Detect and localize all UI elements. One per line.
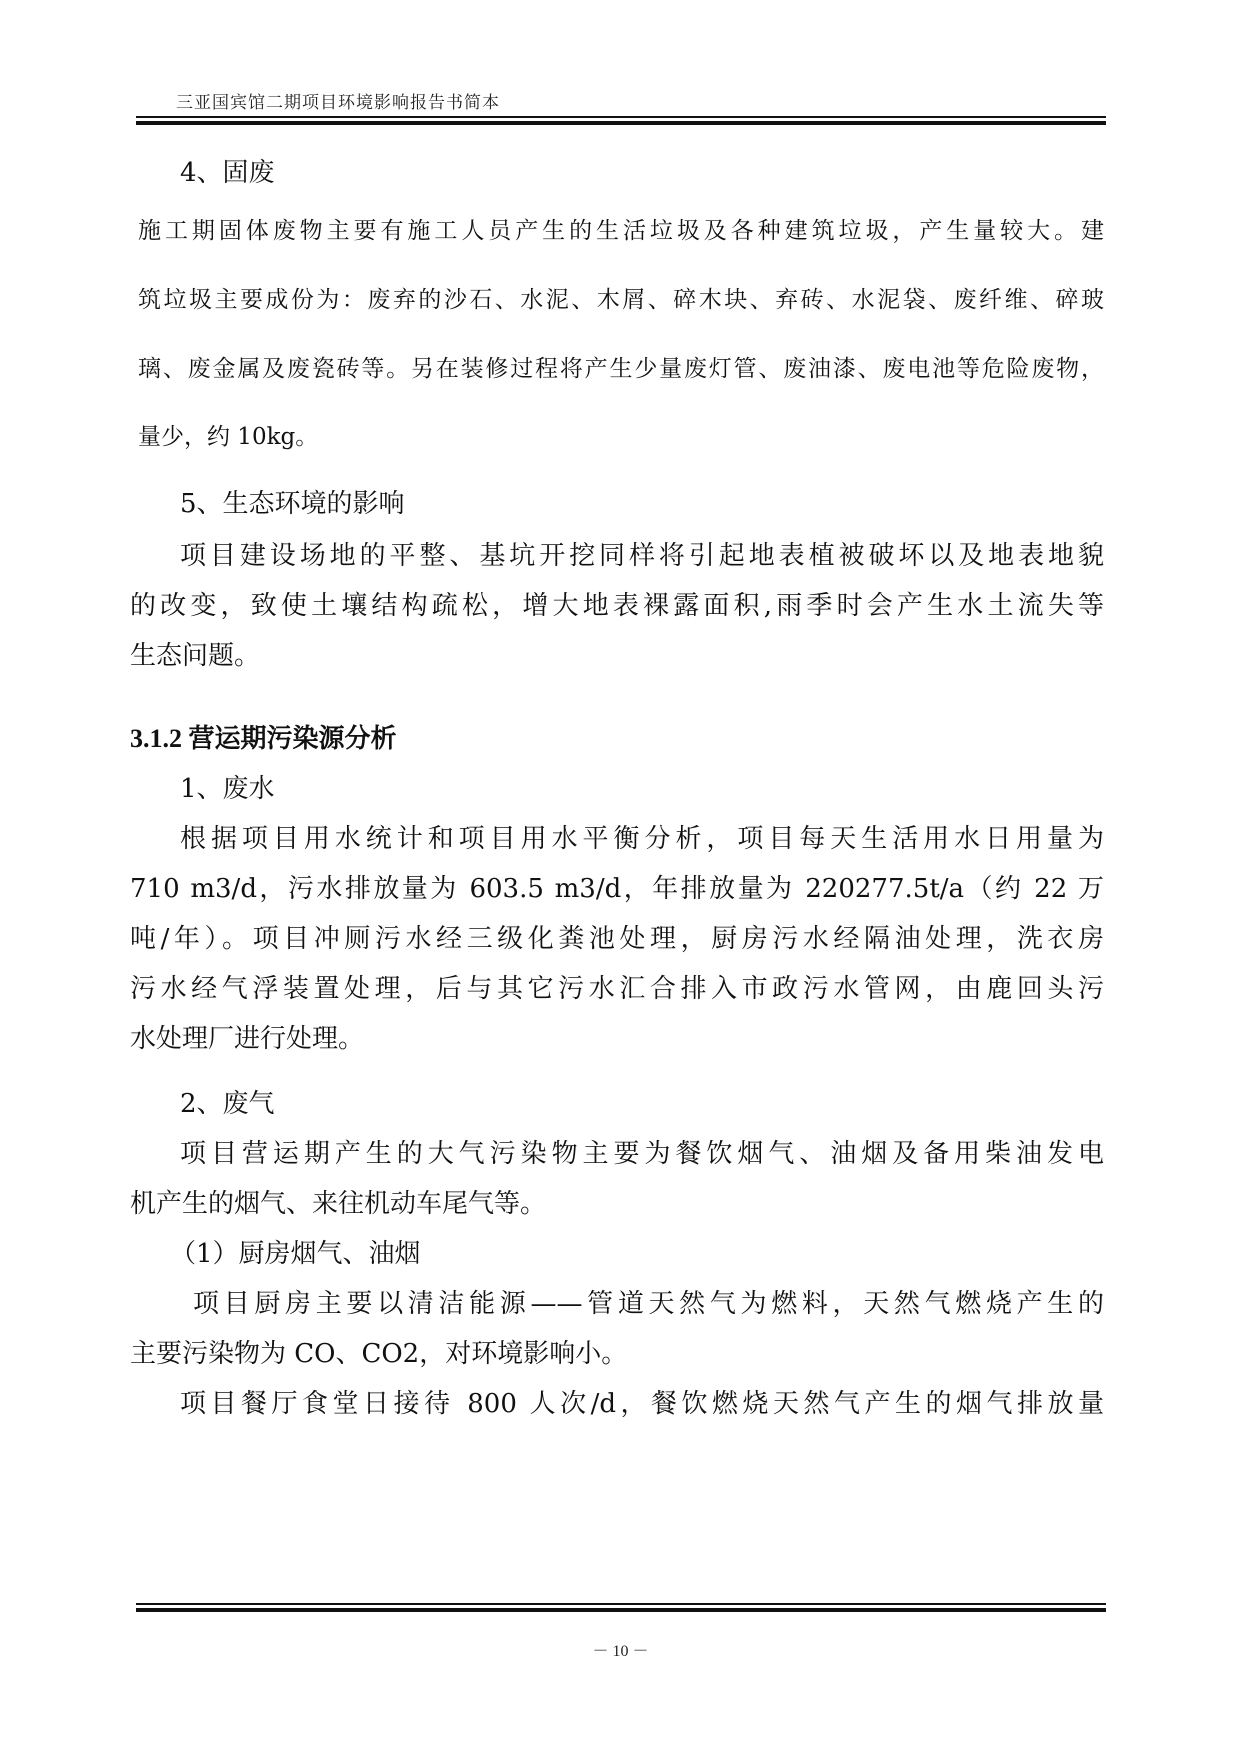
footer-rule-thin <box>136 1603 1106 1605</box>
paragraph-line: 项目建设场地的平整、基坑开挖同样将引起地表植被破坏以及地表地貌 <box>180 541 1104 571</box>
paragraph-line: 710 m3/d，污水排放量为 603.5 m3/d，年排放量为 220277.5t/a（约 22 万 <box>130 874 1104 904</box>
section-heading-solid-waste: 4、固废 <box>180 158 275 188</box>
paragraph-line: 污水经气浮装置处理，后与其它污水汇合排入市政污水管网，由鹿回头污 <box>130 974 1104 1004</box>
paragraph-line: 施工期固体废物主要有施工人员产生的生活垃圾及各种建筑垃圾，产生量较大。建 <box>138 218 1104 244</box>
header-rule-thick <box>136 121 1106 125</box>
subsection-heading-3-1-2: 3.1.2 营运期污染源分析 <box>130 724 397 753</box>
paragraph-line: 项目厨房主要以清洁能源——管道天然气为燃料，天然气燃烧产生的 <box>193 1289 1104 1319</box>
paragraph-line: 的改变，致使土壤结构疏松，增大地表裸露面积,雨季时会产生水土流失等 <box>130 591 1104 621</box>
paragraph-line: 生态问题。 <box>130 641 261 671</box>
paragraph-line: 项目餐厅食堂日接待 800 人次/d，餐饮燃烧天然气产生的烟气排放量 <box>180 1389 1104 1419</box>
section-heading-wastewater: 1、废水 <box>180 774 275 804</box>
section-heading-exhaust: 2、废气 <box>180 1089 275 1119</box>
page-number: － 10 － <box>592 1643 649 1660</box>
paragraph-line: 筑垃圾主要成份为：废弃的沙石、水泥、木屑、碎木块、弃砖、水泥袋、废纤维、碎玻 <box>138 287 1104 313</box>
paragraph-line: 机产生的烟气、来往机动车尾气等。 <box>130 1189 547 1219</box>
footer-rule-thick <box>136 1608 1106 1612</box>
paragraph-line: 项目营运期产生的大气污染物主要为餐饮烟气、油烟及备用柴油发电 <box>180 1139 1104 1169</box>
header-rule-thin <box>136 116 1106 118</box>
paragraph-line: 水处理厂进行处理。 <box>130 1024 365 1054</box>
running-header: 三亚国宾馆二期项目环境影响报告书简本 <box>176 93 500 113</box>
section-heading-kitchen-smoke: （1）厨房烟气、油烟 <box>170 1239 421 1269</box>
paragraph-line: 吨/年）。项目冲厕污水经三级化粪池处理，厨房污水经隔油处理，洗衣房 <box>130 924 1104 954</box>
paragraph-line: 根据项目用水统计和项目用水平衡分析，项目每天生活用水日用量为 <box>180 824 1104 854</box>
paragraph-line: 主要污染物为 CO、CO2，对环境影响小。 <box>130 1339 628 1369</box>
paragraph-line: 量少，约 10kg。 <box>138 424 319 450</box>
paragraph-line: 璃、废金属及废瓷砖等。另在装修过程将产生少量废灯管、废油漆、废电池等危险废物， <box>138 356 1104 382</box>
section-heading-ecology: 5、生态环境的影响 <box>180 489 405 519</box>
